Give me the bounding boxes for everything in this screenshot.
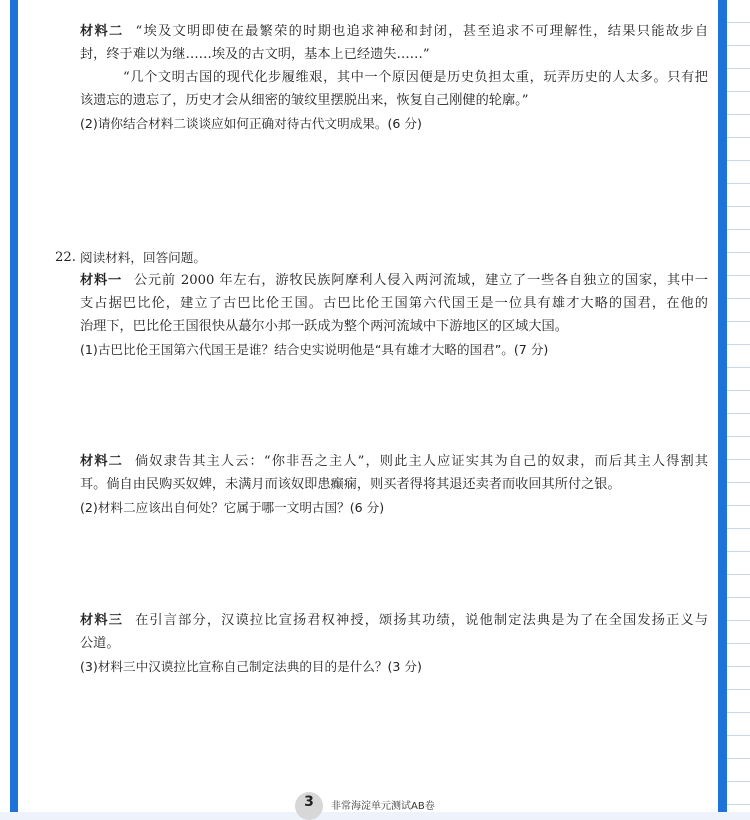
q21-quote-line1: “几个文明古国的现代化步履维艰，其中一个原因便是历史负担太重，玩弄历史的人太多。只有把 — [123, 70, 708, 85]
question-number: 22. — [55, 250, 76, 265]
q21-material2-line1: 材料二 “埃及文明即使在最繁荣的时期也追求神秘和封闭，甚至追求不可理解性，结果只能故步自 — [80, 24, 709, 39]
q22-material1-line2: 支占据巴比伦，建立了古巴比伦王国。古巴比伦王国第六代国王是一位具有雄才大略的国君，在他的 — [80, 296, 708, 311]
q22-material1-line3: 治理下，巴比伦王国很快从蕞尔小邦一跃成为整个两河流域中下游地区的区域大国。 — [80, 319, 568, 334]
q22-question-3: (3)材料三中汉谟拉比宣称自己制定法典的目的是什么？(3 分) — [80, 659, 422, 674]
q21-question-2: (2)请你结合材料二谈谈应如何正确对待古代文明成果。(6 分) — [80, 116, 422, 131]
page-number: 3 — [295, 792, 323, 820]
q21-material2-line2: 封，终于难以为继……埃及的古文明，基本上已经遗失……” — [80, 47, 430, 62]
right-ruled-margin — [727, 0, 750, 812]
left-blue-border — [10, 0, 18, 812]
q22-material2-line2: 耳。倘自由民购买奴婢，未满月而该奴即患癫痫，则买者得将其退还卖者而收回其所付之银。 — [80, 477, 621, 492]
exam-page — [18, 0, 718, 812]
q22-material3-line1: 材料三 在引言部分，汉谟拉比宣扬君权神授，颂扬其功绩，说他制定法典是为了在全国发扬正义与 — [80, 613, 709, 628]
q22-material2-line1: 材料二 倘奴隶告其主人云：“你非吾之主人”，则此主人应证实其为自己的奴隶，而后其主人得割其 — [80, 454, 709, 469]
q22-material3-line2: 公道。 — [80, 636, 120, 651]
page-footer — [295, 796, 435, 816]
q22-question-2: (2)材料二应该出自何处？它属于哪一文明古国？(6 分) — [80, 500, 385, 515]
q22-prompt: 阅读材料，回答问题。 — [80, 250, 206, 265]
right-blue-border — [718, 0, 727, 812]
book-title: 非常海淀单元测试AB卷 — [331, 800, 435, 812]
q22-question-1: (1)古巴比伦王国第六代国王是谁？结合史实说明他是“具有雄才大略的国君”。(7 分) — [80, 342, 549, 357]
q22-material1-line1: 材料一 公元前 2000 年左右，游牧民族阿摩利人侵入两河流域，建立了一些各自独立的国家，其中一 — [80, 273, 708, 288]
q21-quote-line2: 该遗忘的遗忘了，历史才会从细密的皱纹里摆脱出来，恢复自己刚健的轮廓。” — [80, 93, 529, 108]
